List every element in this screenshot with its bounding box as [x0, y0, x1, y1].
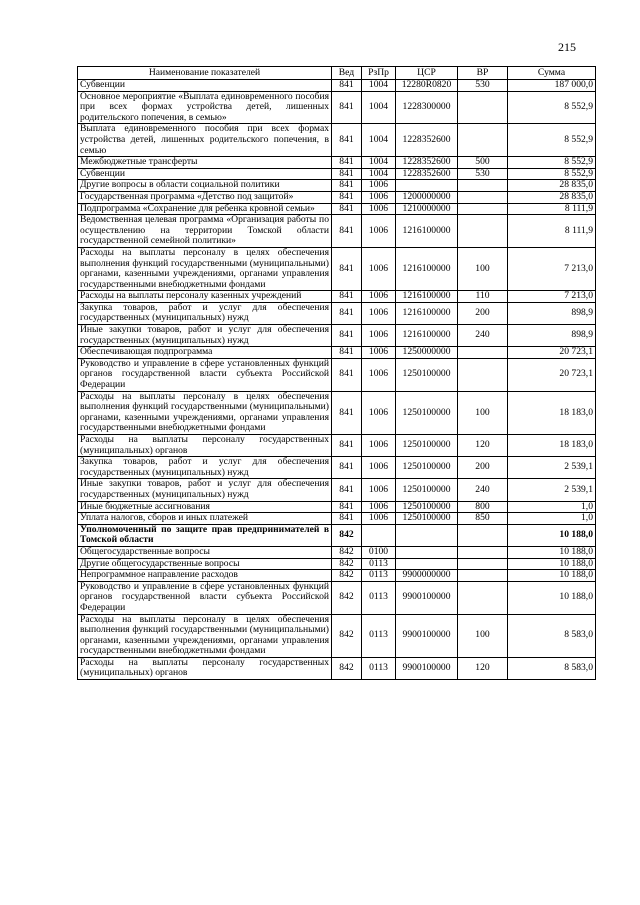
- row-sum: 8 552,9: [508, 91, 596, 124]
- row-rzpr: 1006: [362, 325, 396, 347]
- row-sum: 8 111,9: [508, 215, 596, 248]
- row-rzpr: 0100: [362, 546, 396, 558]
- row-rzpr: 1006: [362, 391, 396, 434]
- row-ved: 841: [332, 168, 362, 180]
- row-rzpr: [362, 524, 396, 546]
- table-row: [78, 501, 596, 513]
- row-name: Расходы на выплаты персоналу государственных (муниципальных) органов: [78, 657, 332, 679]
- row-sum: 2 539,1: [508, 457, 596, 479]
- row-sum: 187 000,0: [508, 80, 596, 92]
- row-sum: 8 583,0: [508, 657, 596, 679]
- row-csr: 1250100000: [396, 501, 458, 513]
- row-name: Непрограммное направление расходов: [78, 570, 332, 582]
- table-row: [78, 215, 596, 248]
- row-name: Расходы на выплаты персоналу в целях обеспечения выполнения функций государственными (муниципальными) органами, казенными учреждениями, органами управления государственными внебюджетными фондами: [78, 391, 332, 434]
- row-vr: [458, 358, 508, 391]
- row-ved: 841: [332, 479, 362, 501]
- row-sum: 1,0: [508, 513, 596, 525]
- table-row: [78, 80, 596, 92]
- row-rzpr: 0113: [362, 558, 396, 570]
- row-ved: 842: [332, 657, 362, 679]
- row-name: Уполномоченный по защите прав предпринимателей в Томской области: [78, 524, 332, 546]
- row-name: Уплата налогов, сборов и иных платежей: [78, 513, 332, 525]
- row-csr: 1250100000: [396, 435, 458, 457]
- row-csr: 1216100000: [396, 291, 458, 303]
- row-ved: 842: [332, 614, 362, 657]
- row-name: Субвенции: [78, 80, 332, 92]
- row-csr: 1228300000: [396, 91, 458, 124]
- row-vr: 240: [458, 325, 508, 347]
- row-name: Основное мероприятие «Выплата единовременного пособия при всех формах устройства детей, лишенных родительского попечения, в семью»: [78, 91, 332, 124]
- row-ved: 841: [332, 191, 362, 203]
- row-csr: 1250100000: [396, 391, 458, 434]
- row-ved: 841: [332, 291, 362, 303]
- row-vr: 100: [458, 247, 508, 290]
- row-ved: 842: [332, 570, 362, 582]
- row-csr: 1228352600: [396, 168, 458, 180]
- row-vr: [458, 581, 508, 614]
- row-ved: 841: [332, 391, 362, 434]
- row-csr: 12280R0820: [396, 80, 458, 92]
- row-name: Иные закупки товаров, работ и услуг для обеспечения государственных (муниципальных) нужд: [78, 325, 332, 347]
- row-name: Субвенции: [78, 168, 332, 180]
- table-row: [78, 124, 596, 157]
- row-vr: 200: [458, 302, 508, 324]
- row-sum: 898,9: [508, 325, 596, 347]
- row-csr: 1216100000: [396, 247, 458, 290]
- row-ved: 841: [332, 358, 362, 391]
- row-vr: [458, 124, 508, 157]
- row-sum: 10 188,0: [508, 558, 596, 570]
- table-row: [78, 581, 596, 614]
- table-row: [78, 347, 596, 359]
- row-csr: [396, 546, 458, 558]
- table-row: [78, 203, 596, 215]
- row-rzpr: 1006: [362, 513, 396, 525]
- row-csr: 1228352600: [396, 124, 458, 157]
- row-sum: 7 213,0: [508, 291, 596, 303]
- row-vr: [458, 570, 508, 582]
- row-ved: 842: [332, 546, 362, 558]
- table-row: [78, 180, 596, 192]
- table-row: [78, 157, 596, 169]
- row-name: Выплата единовременного пособия при всех формах устройства детей, лишенных родительского попечения, в семью: [78, 124, 332, 157]
- row-csr: 9900100000: [396, 657, 458, 679]
- row-name: Расходы на выплаты персоналу в целях обеспечения выполнения функций государственными (муниципальными) органами, казенными учреждениями, органами управления государственными внебюджетными фондами: [78, 614, 332, 657]
- row-vr: 240: [458, 479, 508, 501]
- header-vr: ВР: [458, 67, 508, 80]
- row-csr: [396, 180, 458, 192]
- row-rzpr: 1006: [362, 203, 396, 215]
- table-row: [78, 435, 596, 457]
- row-sum: 8 552,9: [508, 124, 596, 157]
- row-rzpr: 1006: [362, 291, 396, 303]
- row-csr: 1250100000: [396, 457, 458, 479]
- row-vr: 100: [458, 614, 508, 657]
- row-csr: 1216100000: [396, 215, 458, 248]
- row-name: Закупка товаров, работ и услуг для обеспечения государственных (муниципальных) нужд: [78, 457, 332, 479]
- row-ved: 841: [332, 91, 362, 124]
- row-rzpr: 1004: [362, 91, 396, 124]
- row-ved: 841: [332, 203, 362, 215]
- row-sum: 8 583,0: [508, 614, 596, 657]
- row-ved: 841: [332, 247, 362, 290]
- row-rzpr: 1004: [362, 124, 396, 157]
- row-sum: 20 723,1: [508, 347, 596, 359]
- row-ved: 842: [332, 524, 362, 546]
- row-name: Государственная программа «Детство под защитой»: [78, 191, 332, 203]
- row-vr: 100: [458, 391, 508, 434]
- row-name: Общегосударственные вопросы: [78, 546, 332, 558]
- row-sum: 20 723,1: [508, 358, 596, 391]
- row-rzpr: 1006: [362, 435, 396, 457]
- row-name: Подпрограмма «Сохранение для ребенка кровной семьи»: [78, 203, 332, 215]
- table-row: [78, 191, 596, 203]
- row-name: Расходы на выплаты персоналу в целях обеспечения выполнения функций государственными (муниципальными) органами, казенными учреждениями, органами управления государственными внебюджетными фондами: [78, 247, 332, 290]
- row-vr: [458, 546, 508, 558]
- row-ved: 841: [332, 80, 362, 92]
- table-body: [78, 80, 596, 680]
- row-sum: 28 835,0: [508, 180, 596, 192]
- row-rzpr: 1006: [362, 358, 396, 391]
- row-rzpr: 0113: [362, 614, 396, 657]
- row-rzpr: 1006: [362, 302, 396, 324]
- row-vr: 120: [458, 657, 508, 679]
- row-vr: [458, 347, 508, 359]
- row-sum: 8 111,9: [508, 203, 596, 215]
- row-vr: 850: [458, 513, 508, 525]
- row-ved: 841: [332, 302, 362, 324]
- row-rzpr: 0113: [362, 570, 396, 582]
- row-name: Иные закупки товаров, работ и услуг для обеспечения государственных (муниципальных) нужд: [78, 479, 332, 501]
- row-csr: [396, 524, 458, 546]
- row-rzpr: 1006: [362, 191, 396, 203]
- row-rzpr: 1006: [362, 215, 396, 248]
- header-sum: Сумма: [508, 67, 596, 80]
- row-csr: 1228352600: [396, 157, 458, 169]
- row-ved: 841: [332, 513, 362, 525]
- row-vr: 110: [458, 291, 508, 303]
- row-name: Межбюджетные трансферты: [78, 157, 332, 169]
- row-sum: 8 552,9: [508, 157, 596, 169]
- row-ved: 841: [332, 457, 362, 479]
- table-row: [78, 524, 596, 546]
- table-row: [78, 358, 596, 391]
- row-csr: 1250100000: [396, 358, 458, 391]
- row-ved: 841: [332, 325, 362, 347]
- table-header-row: [78, 67, 596, 80]
- row-name: Другие общегосударственные вопросы: [78, 558, 332, 570]
- row-name: Расходы на выплаты персоналу казенных учреждений: [78, 291, 332, 303]
- row-csr: 1210000000: [396, 203, 458, 215]
- row-vr: [458, 524, 508, 546]
- row-rzpr: 1004: [362, 80, 396, 92]
- row-rzpr: 1006: [362, 180, 396, 192]
- row-name: Обеспечивающая подпрограмма: [78, 347, 332, 359]
- table-row: [78, 91, 596, 124]
- row-rzpr: 1004: [362, 157, 396, 169]
- row-ved: 841: [332, 347, 362, 359]
- row-ved: 841: [332, 215, 362, 248]
- table-row: [78, 657, 596, 679]
- row-name: Закупка товаров, работ и услуг для обеспечения государственных (муниципальных) нужд: [78, 302, 332, 324]
- row-ved: 841: [332, 435, 362, 457]
- row-ved: 841: [332, 180, 362, 192]
- row-csr: [396, 558, 458, 570]
- row-sum: 28 835,0: [508, 191, 596, 203]
- row-vr: [458, 203, 508, 215]
- row-ved: 841: [332, 501, 362, 513]
- row-name: Иные бюджетные ассигнования: [78, 501, 332, 513]
- row-vr: 800: [458, 501, 508, 513]
- row-vr: 530: [458, 168, 508, 180]
- row-sum: 18 183,0: [508, 435, 596, 457]
- header-rzpr: РзПр: [362, 67, 396, 80]
- row-csr: 9900100000: [396, 614, 458, 657]
- row-vr: [458, 180, 508, 192]
- header-csr: ЦСР: [396, 67, 458, 80]
- row-rzpr: 1006: [362, 347, 396, 359]
- row-sum: 10 188,0: [508, 524, 596, 546]
- row-vr: 530: [458, 80, 508, 92]
- header-ved: Вед: [332, 67, 362, 80]
- row-ved: 841: [332, 124, 362, 157]
- row-name: Ведомственная целевая программа «Организация работы по осуществлению на территории Томской области государственной семейной политики»: [78, 215, 332, 248]
- table-row: [78, 302, 596, 324]
- row-vr: 200: [458, 457, 508, 479]
- row-name: Руководство и управление в сфере установленных функций органов государственной власти субъекта Российской Федерации: [78, 358, 332, 391]
- table-row: [78, 546, 596, 558]
- table-row: [78, 558, 596, 570]
- table-row: [78, 457, 596, 479]
- row-sum: 7 213,0: [508, 247, 596, 290]
- row-name: Руководство и управление в сфере установленных функций органов государственной власти субъекта Российской Федерации: [78, 581, 332, 614]
- row-rzpr: 1006: [362, 457, 396, 479]
- row-vr: [458, 191, 508, 203]
- row-csr: 9900100000: [396, 581, 458, 614]
- table-row: [78, 391, 596, 434]
- row-vr: [458, 558, 508, 570]
- row-sum: 10 188,0: [508, 546, 596, 558]
- row-rzpr: 1006: [362, 501, 396, 513]
- row-rzpr: 1004: [362, 168, 396, 180]
- page-number: 215: [558, 40, 576, 54]
- row-sum: 10 188,0: [508, 570, 596, 582]
- row-csr: 1216100000: [396, 325, 458, 347]
- row-ved: 842: [332, 581, 362, 614]
- row-name: Расходы на выплаты персоналу государственных (муниципальных) органов: [78, 435, 332, 457]
- row-csr: 9900000000: [396, 570, 458, 582]
- row-rzpr: 0113: [362, 581, 396, 614]
- table-row: [78, 513, 596, 525]
- row-sum: 1,0: [508, 501, 596, 513]
- row-csr: 1250100000: [396, 479, 458, 501]
- row-ved: 841: [332, 157, 362, 169]
- row-sum: 898,9: [508, 302, 596, 324]
- row-sum: 2 539,1: [508, 479, 596, 501]
- table-row: [78, 291, 596, 303]
- row-ved: 842: [332, 558, 362, 570]
- table-row: [78, 614, 596, 657]
- table-row: [78, 570, 596, 582]
- row-rzpr: 1006: [362, 247, 396, 290]
- budget-table: [77, 66, 596, 680]
- row-sum: 10 188,0: [508, 581, 596, 614]
- row-csr: 1250000000: [396, 347, 458, 359]
- table-row: [78, 479, 596, 501]
- table-row: [78, 325, 596, 347]
- row-sum: 18 183,0: [508, 391, 596, 434]
- header-name: Наименование показателей: [78, 67, 332, 80]
- row-vr: 120: [458, 435, 508, 457]
- row-vr: 500: [458, 157, 508, 169]
- row-vr: [458, 91, 508, 124]
- row-vr: [458, 215, 508, 248]
- row-name: Другие вопросы в области социальной политики: [78, 180, 332, 192]
- row-rzpr: 0113: [362, 657, 396, 679]
- row-sum: 8 552,9: [508, 168, 596, 180]
- table-row: [78, 247, 596, 290]
- row-csr: 1216100000: [396, 302, 458, 324]
- row-csr: 1200000000: [396, 191, 458, 203]
- table-row: [78, 168, 596, 180]
- row-csr: 1250100000: [396, 513, 458, 525]
- row-rzpr: 1006: [362, 479, 396, 501]
